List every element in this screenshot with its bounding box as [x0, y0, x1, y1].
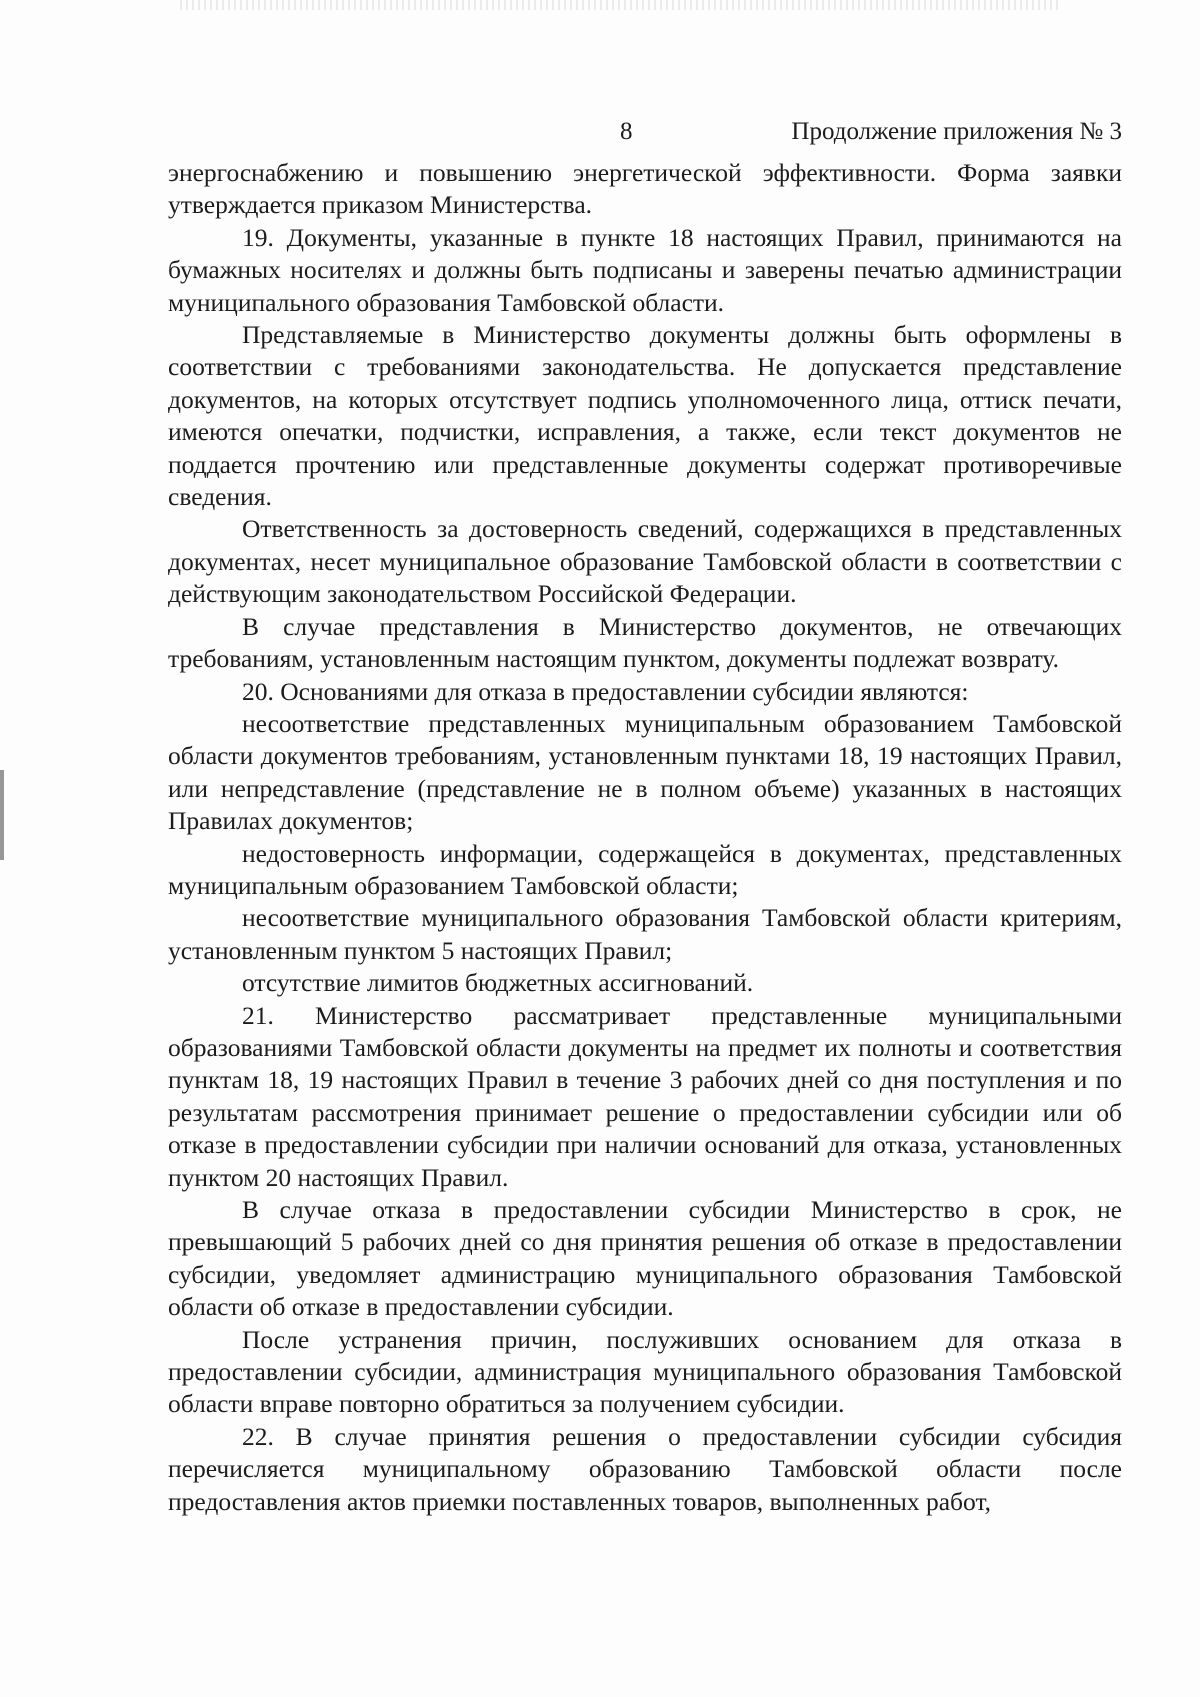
scan-edge-top	[180, 0, 1060, 10]
appendix-continuation-note: Продолжение приложения № 3	[791, 118, 1122, 145]
paragraph-item-22: 22. В случае принятия решения о предоставлении субсидии субсидия перечисляется муниципальному образованию Тамбовской области после предоставления актов приемки поставленных товаров, выполненных работ,	[168, 1421, 1122, 1516]
refusal-ground-1: несоответствие представленных муниципальным образованием Тамбовской области документов требованиям, установленным пунктами 18, 19 настоящих Правил, или непредставление (представление не в полном объеме) указанных в настоящих Правилах документов;	[168, 708, 1122, 836]
refusal-ground-3: несоответствие муниципального образования Тамбовской области критериям, установленным пунктом 5 настоящих Правил;	[168, 903, 1122, 965]
paragraph-item-21: 21. Министерство рассматривает представленные муниципальными образованиями Тамбовской области документы на предмет их полноты и соответствия пунктам 18, 19 настоящих Правил в течение 3 рабочих дней со дня поступления и по результатам рассмотрения принимает решение о предоставлении субсидии или об отказе в предоставлении субсидии при наличии оснований для отказа, установленных пунктом 20 настоящих Правил.	[168, 1000, 1122, 1192]
paragraph-refusal-notice: В случае отказа в предоставлении субсидии Министерство в срок, не превышающий 5 рабочих дней со дня принятия решения об отказе в предоставлении субсидии, уведомляет администрацию муниципального образования Тамбовской области об отказе в предоставлении субсидии.	[168, 1195, 1122, 1322]
paragraph-reapply: После устранения причин, послуживших основанием для отказа в предоставлении субсидии, администрация муниципального образования Тамбовской области вправе повторно обратиться за получением субсидии.	[168, 1324, 1122, 1419]
paragraph-item-20: 20. Основаниями для отказа в предоставлении субсидии являются:	[242, 676, 969, 706]
scan-edge-left	[0, 770, 4, 860]
paragraph-item-19: 19. Документы, указанные в пункте 18 настоящих Правил, принимаются на бумажных носителях и должны быть подписаны и заверены печатью администрации муниципального образования Тамбовской области.	[168, 222, 1122, 317]
document-body	[168, 157, 1122, 1518]
refusal-ground-2: недостоверность информации, содержащейся в документах, представленных муниципальным образованием Тамбовской области;	[168, 838, 1122, 900]
page-number: 8	[620, 118, 633, 145]
paragraph-return: В случае представления в Министерство документов, не отвечающих требованиям, установленным настоящим пунктом, документы подлежат возврату.	[168, 611, 1122, 674]
paragraph-continuation: энергоснабжению и повышению энергетической эффективности. Форма заявки утверждается приказом Министерства.	[168, 158, 1122, 220]
refusal-ground-4: отсутствие лимитов бюджетных ассигнований.	[242, 968, 754, 998]
paragraph-responsibility: Ответственность за достоверность сведений, содержащихся в представленных документах, несет муниципальное образование Тамбовской области в соответствии с действующим законодательством Российской Федерации.	[168, 514, 1122, 609]
paragraph-requirements: Представляемые в Министерство документы должны быть оформлены в соответствии с требованиями законодательства. Не допускается представление документов, на которых отсутствует подпись уполномоченного лица, оттиск печати, имеются опечатки, подчистки, исправления, а также, если текст документов не поддается прочтению или представленные документы содержат противоречивые сведения.	[168, 320, 1122, 512]
